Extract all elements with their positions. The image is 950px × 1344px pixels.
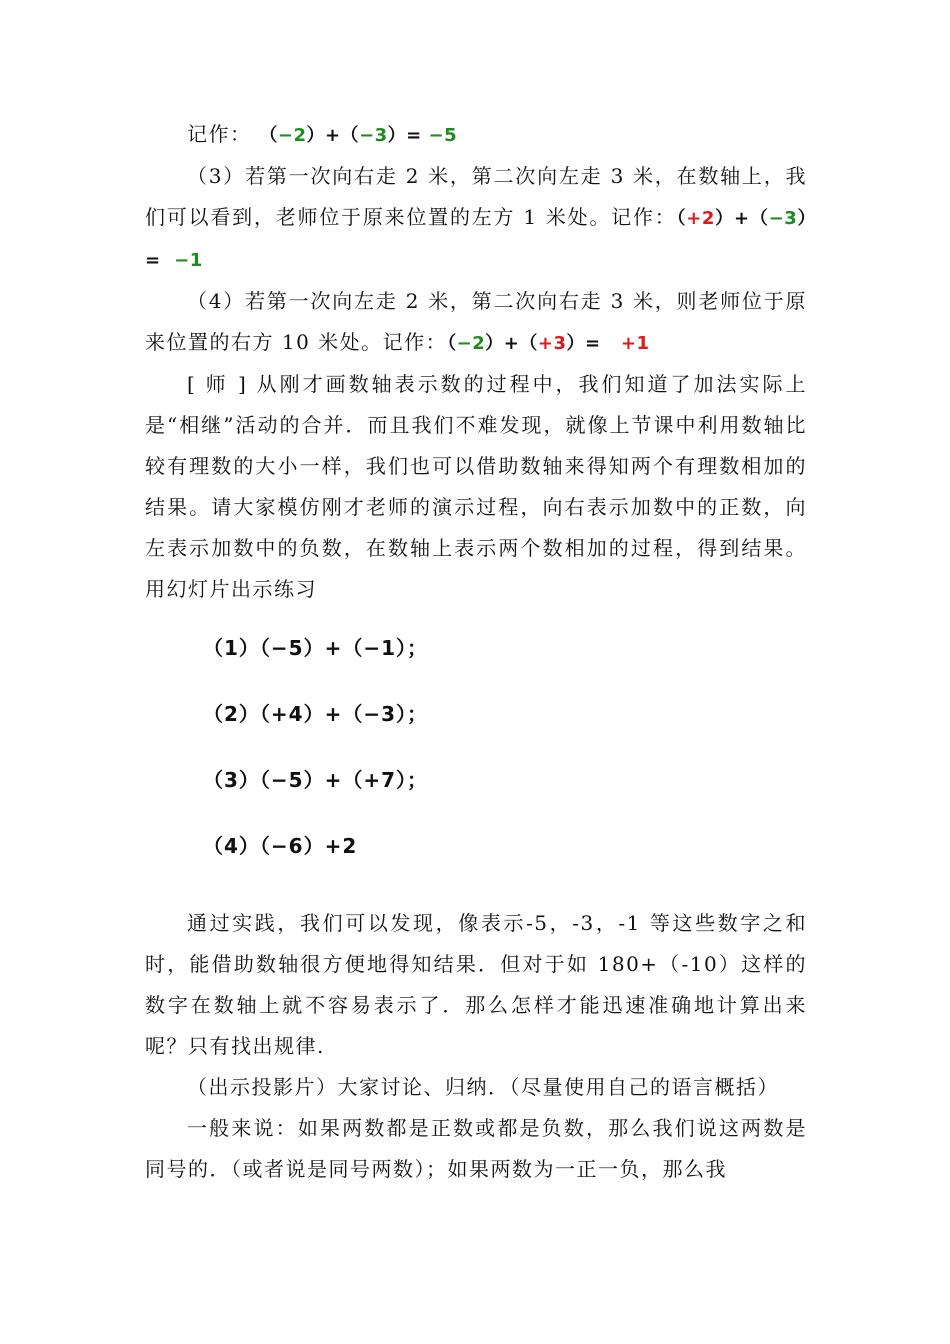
document-page [145, 114, 807, 1190]
operand-b: −3 [359, 125, 388, 146]
operator-equals: ）= [387, 125, 422, 146]
result: +1 [620, 333, 650, 354]
operand-b: +3 [537, 333, 567, 354]
paragraph-case-4 [145, 281, 807, 364]
operand-b: −3 [768, 208, 798, 229]
record-line-1 [145, 114, 807, 156]
paren-open: （ [676, 208, 687, 229]
result: −1 [174, 250, 203, 271]
exercise-4: （4）（−6）+2 [203, 834, 358, 858]
exercise-2: （2）（+4）+（−3）； [203, 702, 429, 726]
operator-plus: ）+（ [485, 333, 538, 354]
case-4-text: （4）若第一次向左走 2 米，第二次向右走 3 米，则老师位于原来位置的右方 10 米处。记作： [145, 289, 807, 354]
operator-plus: ）+（ [714, 208, 769, 229]
exercise-3: （3）（−5）+（+7）； [203, 768, 429, 792]
operator-equals: ）= [566, 333, 601, 354]
expression-1 [259, 125, 457, 146]
record-label: 记作： [187, 122, 252, 146]
paragraph-teacher: [ 师 ] 从刚才画数轴表示数的过程中，我们知道了加法实际上是“相继”活动的合并．而且我们不难发现，就像上节课中利用数轴比较有理数的大小一样，我们也可以借助数轴来得知两个有理数相加的结果。请大家模仿刚才老师的演示过程，向右表示加数中的正数，向左表示加数中的负数，在数轴上表示两个数相加的过程，得到结果。用幻灯片出示练习 [145, 372, 807, 601]
operator-plus: ）+（ [306, 125, 360, 146]
exercise-1: （1）（−5）+（−1）； [203, 636, 429, 660]
paragraph-case-3 [145, 156, 807, 281]
paragraph-discussion: （出示投影片）大家讨论、归纳．（尽量使用自己的语言概括） [187, 1075, 779, 1099]
case-3-text: （3）若第一次向右走 2 米，第二次向左走 3 米，在数轴上，我们可以看到，老师位于原来位置的左方 1 米处。记作： [145, 164, 807, 229]
result: −5 [428, 125, 458, 146]
paragraph-practice: 通过实践，我们可以发现，像表示-5，-3，-1 等这些数字之和时，能借助数轴很方便地得知结果．但对于如 180+（-10）这样的数字在数轴上就不容易表示了．那么怎样才能迅速准确地计算出来呢？只有找出规律. [145, 911, 807, 1058]
paren-open: （ [447, 333, 457, 354]
operand-a: +2 [686, 208, 715, 229]
expression-4 [447, 333, 649, 354]
paren-open: （ [259, 125, 278, 146]
operand-a: −2 [456, 333, 486, 354]
paragraph-general: 一般来说：如果两数都是正数或都是负数，那么我们说这两数是同号的．（或者说是同号两数）；如果两数为一正一负，那么我 [145, 1116, 807, 1181]
operator-equals: ）= [145, 208, 808, 271]
operand-a: −2 [277, 125, 307, 146]
